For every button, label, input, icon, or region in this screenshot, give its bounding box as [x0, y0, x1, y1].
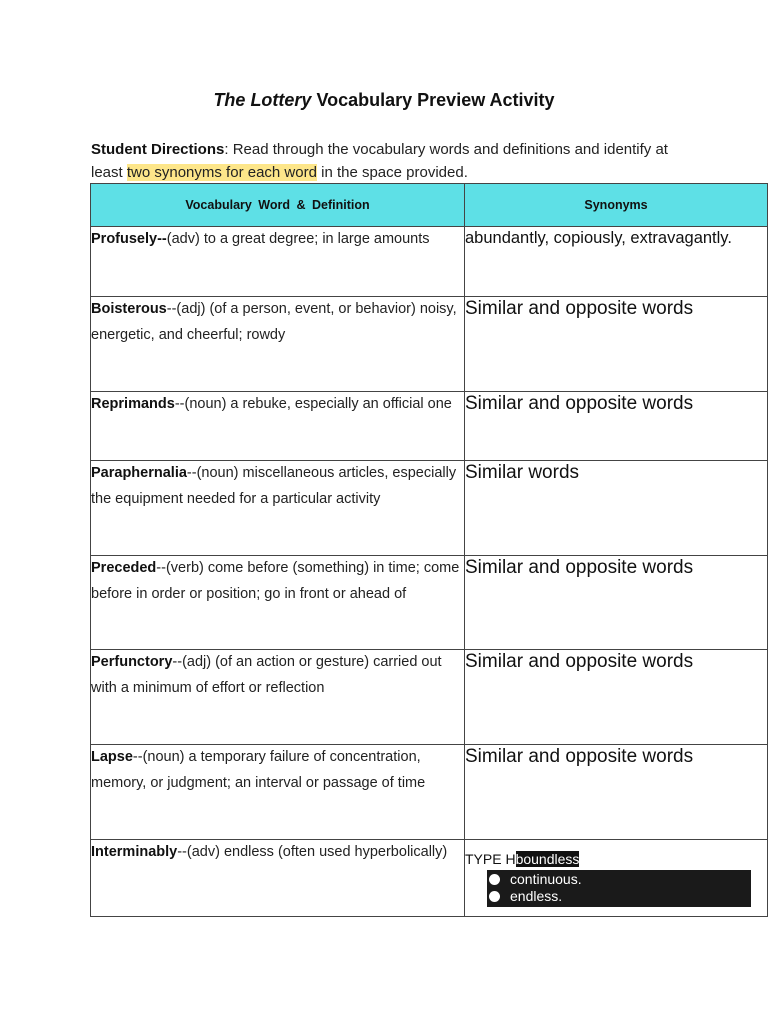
- synonym-cell[interactable]: [465, 840, 768, 917]
- definition-cell: [91, 461, 465, 556]
- definition-cell: [91, 840, 465, 917]
- vocab-word: Lapse: [91, 749, 133, 765]
- vocab-word: Preceded: [91, 560, 157, 576]
- list-item-label: continuous.: [510, 871, 582, 887]
- list-item-label: endless.: [510, 888, 563, 904]
- table-row: [91, 461, 768, 556]
- synonym-cell[interactable]: Similar and opposite words: [465, 392, 768, 461]
- bullet-icon: [489, 891, 500, 902]
- title-rest: Vocabulary Preview Activity: [311, 90, 555, 110]
- list-item: [487, 871, 751, 888]
- word-separator: --: [172, 654, 183, 670]
- table-row: [91, 556, 768, 650]
- table-row: [91, 745, 768, 840]
- word-separator: --: [177, 844, 187, 860]
- directions-paragraph: [91, 138, 671, 184]
- selected-synonym-list: [487, 870, 751, 907]
- table-row: [91, 297, 768, 392]
- vocab-word: Interminably: [91, 844, 178, 860]
- directions-text-before: : Read through the vocabulary words and definitions and identify at least: [91, 141, 668, 181]
- bullet-icon: [489, 874, 500, 885]
- definition-text: (noun) miscellaneous articles, especially the equipment needed for a particular activity: [91, 465, 457, 507]
- directions-text-after: in the space provided.: [316, 164, 468, 181]
- title-italic: The Lottery: [213, 90, 312, 110]
- definition-text: (adj) (of a person, event, or behavior) noisy, energetic, and cheerful; rowdy: [91, 301, 457, 343]
- synonym-cell[interactable]: Similar and opposite words: [465, 650, 768, 745]
- definition-cell: [91, 556, 465, 650]
- definition-cell: [91, 745, 465, 840]
- definition-text: (noun) a rebuke, especially an official one: [184, 396, 452, 412]
- word-separator: --: [186, 465, 197, 481]
- selected-text: boundless: [515, 851, 580, 867]
- vocab-word: Paraphernalia: [91, 465, 187, 481]
- synonym-cell[interactable]: Similar and opposite words: [465, 297, 768, 392]
- vocab-word: Reprimands: [91, 396, 175, 412]
- synonym-typed-text: TYPE H: [465, 851, 516, 867]
- definition-cell: [91, 650, 465, 745]
- table-row: [91, 840, 768, 917]
- header-vocabulary: Vocabulary Word & Definition: [91, 184, 465, 227]
- table-row: [91, 392, 768, 461]
- word-separator: --: [132, 749, 143, 765]
- table-row: [91, 650, 768, 745]
- word-separator: --: [166, 301, 177, 317]
- directions-highlight: two synonyms for each word: [126, 164, 317, 181]
- table-row: [91, 227, 768, 297]
- directions-label: Student Directions: [91, 141, 225, 158]
- definition-text: (verb) come before (something) in time; come before in order or position; go in front or ahead of: [91, 560, 460, 602]
- word-separator: --: [157, 231, 167, 247]
- definition-text: (adj) (of an action or gesture) carried out with a minimum of effort or reflection: [91, 654, 442, 696]
- synonym-cell[interactable]: abundantly, copiously, extravagantly.: [465, 227, 768, 297]
- synonym-cell[interactable]: Similar words: [465, 461, 768, 556]
- definition-text: (noun) a temporary failure of concentration, memory, or judgment; an interval or passage of time: [91, 749, 426, 791]
- definition-text: (adv) endless (often used hyperbolically): [186, 844, 448, 860]
- page-title: [0, 90, 768, 111]
- vocab-word: Profusely: [91, 231, 158, 247]
- word-separator: --: [174, 396, 185, 412]
- definition-cell: [91, 227, 465, 297]
- synonym-cell[interactable]: Similar and opposite words: [465, 745, 768, 840]
- definition-cell: [91, 297, 465, 392]
- vocab-word: Boisterous: [91, 301, 167, 317]
- synonym-cell[interactable]: Similar and opposite words: [465, 556, 768, 650]
- header-synonyms: Synonyms: [465, 184, 768, 227]
- definition-cell: [91, 392, 465, 461]
- word-separator: --: [156, 560, 166, 576]
- vocab-word: Perfunctory: [91, 654, 173, 670]
- definition-text: (adv) to a great degree; in large amounts: [166, 231, 430, 247]
- vocabulary-table: [90, 183, 768, 917]
- table-header-row: [91, 184, 768, 227]
- list-item: [487, 888, 751, 905]
